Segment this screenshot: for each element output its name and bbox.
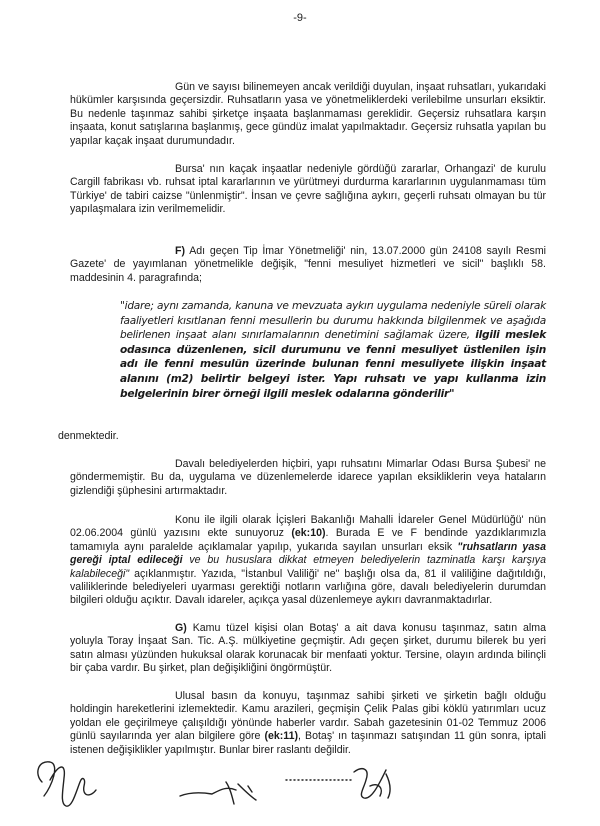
ministry-text-a: Konu ile ilgili olarak İçişleri Bakanlığı Mahalli İdareler Genel Müdürlüğü' nün 02.06.2004 günlü yazısını ekte sunuyoruz (70, 514, 546, 540)
ministry-bold-italic: "ruhsatların yasa gereği iptal edileceği (70, 540, 546, 567)
signature-2 (180, 782, 256, 804)
paragraph-architects-chamber: Davalı belediyelerden hiçbiri, yapı ruhsatını Mimarlar Odası Bursa Şubesi' ne göndermemiştir. Bu da, uygulama ve düzenlemelerde idarece yapılan eksikliklerin veya hataların gizlendiği şüphesini artırmaktadır. (70, 458, 546, 497)
section-label-f: F) (175, 245, 185, 257)
quote-plain-part: "idare; aynı zamanda, kanuna ve mevzuata aykırı uygulama nedeniyle süreli olarak faaliyetleri kısıtlanan fenni mesullerin bu durumu hakkında bilgilenmek ve aşağıda belirlenen inşaat alanı sınırlamalarının denetimini sağlamak üzere, (120, 300, 546, 342)
denmektedir-line: denmektedir. (58, 430, 119, 442)
ministry-italic: ve bu hususlara dikkat etmeyen belediyelerin tazminatla karşı karşıya kalabileceği" (70, 554, 546, 580)
ministry-text-b: . Burada E ve F bendinde yazdıklarımızla tamamıyla aynı paralelde açıklamalar yapılıp, yukarıda sayılan unsurları eksik (70, 527, 546, 553)
handwritten-signatures (30, 752, 430, 812)
press-text-a: Ulusal basın da konuyu, taşınmaz sahibi şirketi ve şirketin bağlı olduğu holdingin hareketlerini izlemektedir. Kamu arazileri, geçmişin Çelik Palas gibi köklü yatırımları ucuz yoldan ele geçirilmeye çalışıldığı yönünde haberler vardır. Sabah gazetesinin 01-02 Temmuz 2006 günlü sayılarında yer alan bilgilere göre (70, 690, 546, 743)
press-text-b: , Botaş' ın taşınmazı satışından 11 gün sonra, iptali istenen değişiklikler yapılmıştır. Bunlar birer raslantı değildir. (70, 730, 546, 756)
paragraph-permits-invalid: Gün ve sayısı bilinemeyen ancak verildiği duyulan, inşaat ruhsatları, yukarıdaki hükümler karşısında geçersizdir. Ruhsatların yasa ve yönetmeliklerdeki verilebilme unsurları eksiktir. Bu nedenle taşınmaz sahibi şirketçe inşaata başlanmaması gereklidir. Geçersiz ruhsatlara karşın inşaata, konut satışlarına başlanmış, gece gündüz imalat yapılmaktadır. Geçersiz ruhsatla yapılan bu yapılar kaçak inşaat durumundadır. (70, 81, 546, 147)
annex-ref-10: (ek:10) (291, 527, 326, 540)
paragraph-f-text: Adı geçen Tip İmar Yönetmeliği' nin, 13.07.2000 gün 24108 sayılı Resmi Gazete' de yayımlanan yönetmelikle değişik, "fenni mesuliyet hizmetleri ve sicil" başlıklı 58. maddesinin 4. paragrafında; (70, 245, 547, 284)
quote-bold-part: ilgili meslek odasınca düzenlenen, sicil durumunu ve fenni mesuliyet üstlenilen işin adı ile fenni mesulün üzerinde bulunan fenni mesuliyete ilişkin inşaat alanını (m2) belirtir belgeyi ister. Yapı ruhsatı ve yapı kullanma izin belgelerinin birer örneği ilgili meslek odalarına gönderilir" (120, 329, 546, 400)
annex-ref-11: (ek:11) (264, 730, 299, 743)
signature-1 (38, 762, 96, 806)
regulation-quote (120, 299, 546, 401)
paragraph-g-botas (70, 622, 546, 676)
signature-3 (354, 769, 390, 798)
section-label-g: G) (175, 622, 187, 634)
ministry-text-c: açıklanmıştır. Yazıda, "İstanbul Valiliği' ne" başlığı olsa da, 81 il valiliğine dağıtıldığı, valiliklerinde belediyeleri uyarması gerektiği notların varlığına göre, davalı belediyelerin durumdan bilgileri olduğu açıktır. Davalı idareler, açıkça yasal düzenlemeye aykırı davranmaktadırlar. (70, 567, 546, 607)
paragraph-bursa-illegal-construction: Bursa' nın kaçak inşaatlar nedeniyle gördüğü zararlar, Orhangazi' de kurulu Cargill fabrikası vb. ruhsat iptal kararlarının ve yürütmeyi durdurma kararlarının uygulanmaması tüm Türkiye' de tabiri caizse "ünlenmiştir". İnsan ve çevre sağlığına aykırı, geçerli ruhsatı olmayan bu tür yapılaşmalara izin verilmemelidir. (70, 163, 546, 216)
page-number: -9- (293, 12, 307, 24)
paragraph-national-press (70, 690, 546, 757)
paragraph-f-regulation (70, 245, 546, 285)
paragraph-interior-ministry (70, 514, 546, 608)
paragraph-g-text: Kamu tüzel kişisi olan Botaş' a ait dava konusu taşınmaz, satın alma yoluyla Toray İnşaat San. Tic. A.Ş. mülkiyetine geçmiştir. Adı geçen şirket, durumu bilerek bu yeri satın alması yüzünden hukuksal olarak korunacak bir menfaati yoktur. Tersine, olayın ardında bilinçli bir çaba vardır. Bu şirket, plan değişikliğini öngörmüştür. (70, 622, 546, 675)
